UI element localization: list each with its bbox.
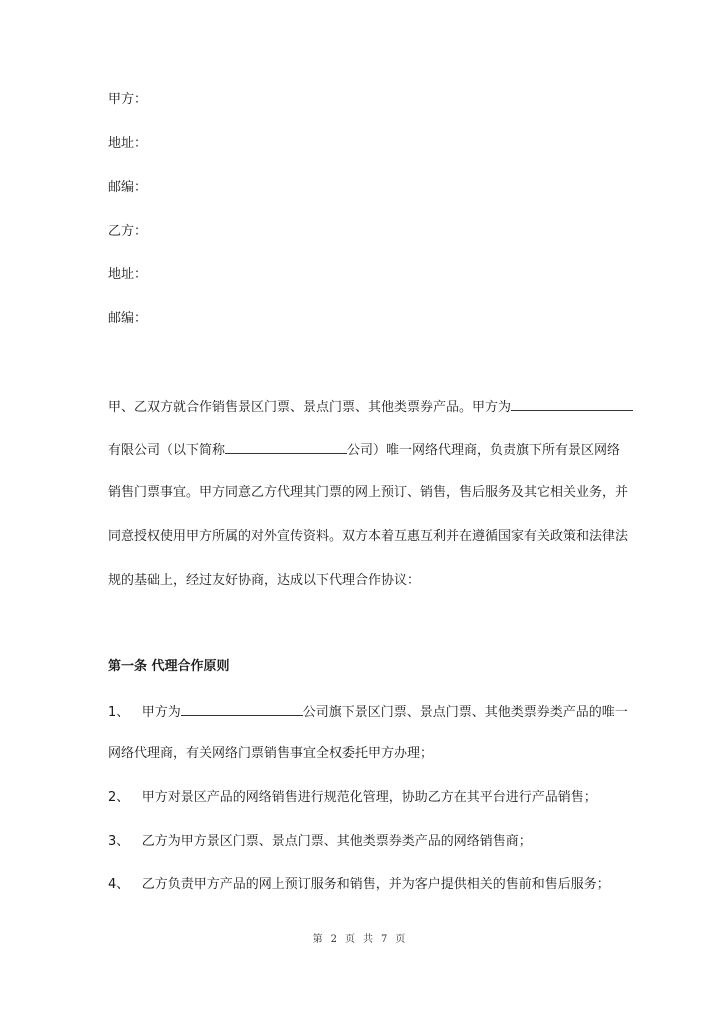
party-a-postcode-label: 邮编： (108, 180, 148, 195)
clause-text: 乙方负责甲方产品的网上预订服务和销售，并为客户提供相关的售前和售后服务； (141, 877, 610, 892)
clause-text: 公司旗下景区门票、景点门票、其他类票券类产品的唯一 (302, 705, 628, 720)
footer-text: 页 (345, 934, 357, 945)
intro-line-5: 规的基础上，经过友好协商，达成以下代理合作协议： (108, 573, 421, 588)
clause-3 (108, 834, 532, 850)
clause-number: 2、 (108, 790, 130, 805)
footer-text: 第 (312, 934, 325, 945)
intro-text: 公司）唯一网络代理商，负责旗下所有景区网络 (347, 443, 621, 458)
clause-number: 1、 (108, 705, 130, 720)
intro-text: 有限公司（以下简称 (108, 443, 226, 458)
current-page-number: 2 (330, 934, 339, 945)
total-pages-number: 7 (381, 934, 390, 945)
clause-1-continued: 网络代理商，有关网络门票销售事宜全权委托甲方办理； (108, 746, 434, 761)
section-1-title: 第一条 代理合作原则 (108, 659, 230, 674)
company-short-name-blank (225, 441, 347, 454)
clause-4 (108, 877, 610, 893)
intro-text: 甲、乙双方就合作销售景区门票、景点门票、其他类票券产品。甲方为 (108, 400, 512, 415)
intro-line-3: 销售门票事宜。甲方同意乙方代理其门票的网上预订、销售，售后服务及其它相关业务，并 (108, 485, 629, 500)
clause-text: 乙方为甲方景区门票、景点门票、其他类票券类产品的网络销售商； (141, 834, 532, 849)
clause-1 (108, 703, 628, 721)
intro-line-1 (108, 398, 633, 416)
party-a-address-label: 地址： (108, 136, 148, 151)
company-name-blank (511, 398, 633, 411)
clause-2 (108, 790, 597, 806)
footer-text: 页 (395, 934, 408, 945)
company-name-blank (181, 703, 303, 716)
party-b-address-label: 地址： (108, 267, 148, 282)
page-footer (0, 930, 720, 945)
party-b-label: 乙方： (108, 224, 148, 239)
party-b-postcode-label: 邮编： (108, 311, 148, 326)
footer-text: 共 (363, 934, 375, 945)
clause-number: 3、 (108, 834, 130, 849)
party-a-label: 甲方： (108, 92, 148, 107)
intro-line-2 (108, 441, 620, 459)
clause-text: 甲方对景区产品的网络销售进行规范化管理，协助乙方在其平台进行产品销售； (141, 790, 597, 805)
clause-text: 甲方为 (141, 705, 181, 720)
clause-number: 4、 (108, 877, 130, 892)
intro-line-4: 同意授权使用甲方所属的对外宣传资料。双方本着互惠互利并在遵循国家有关政策和法律法 (108, 529, 629, 544)
